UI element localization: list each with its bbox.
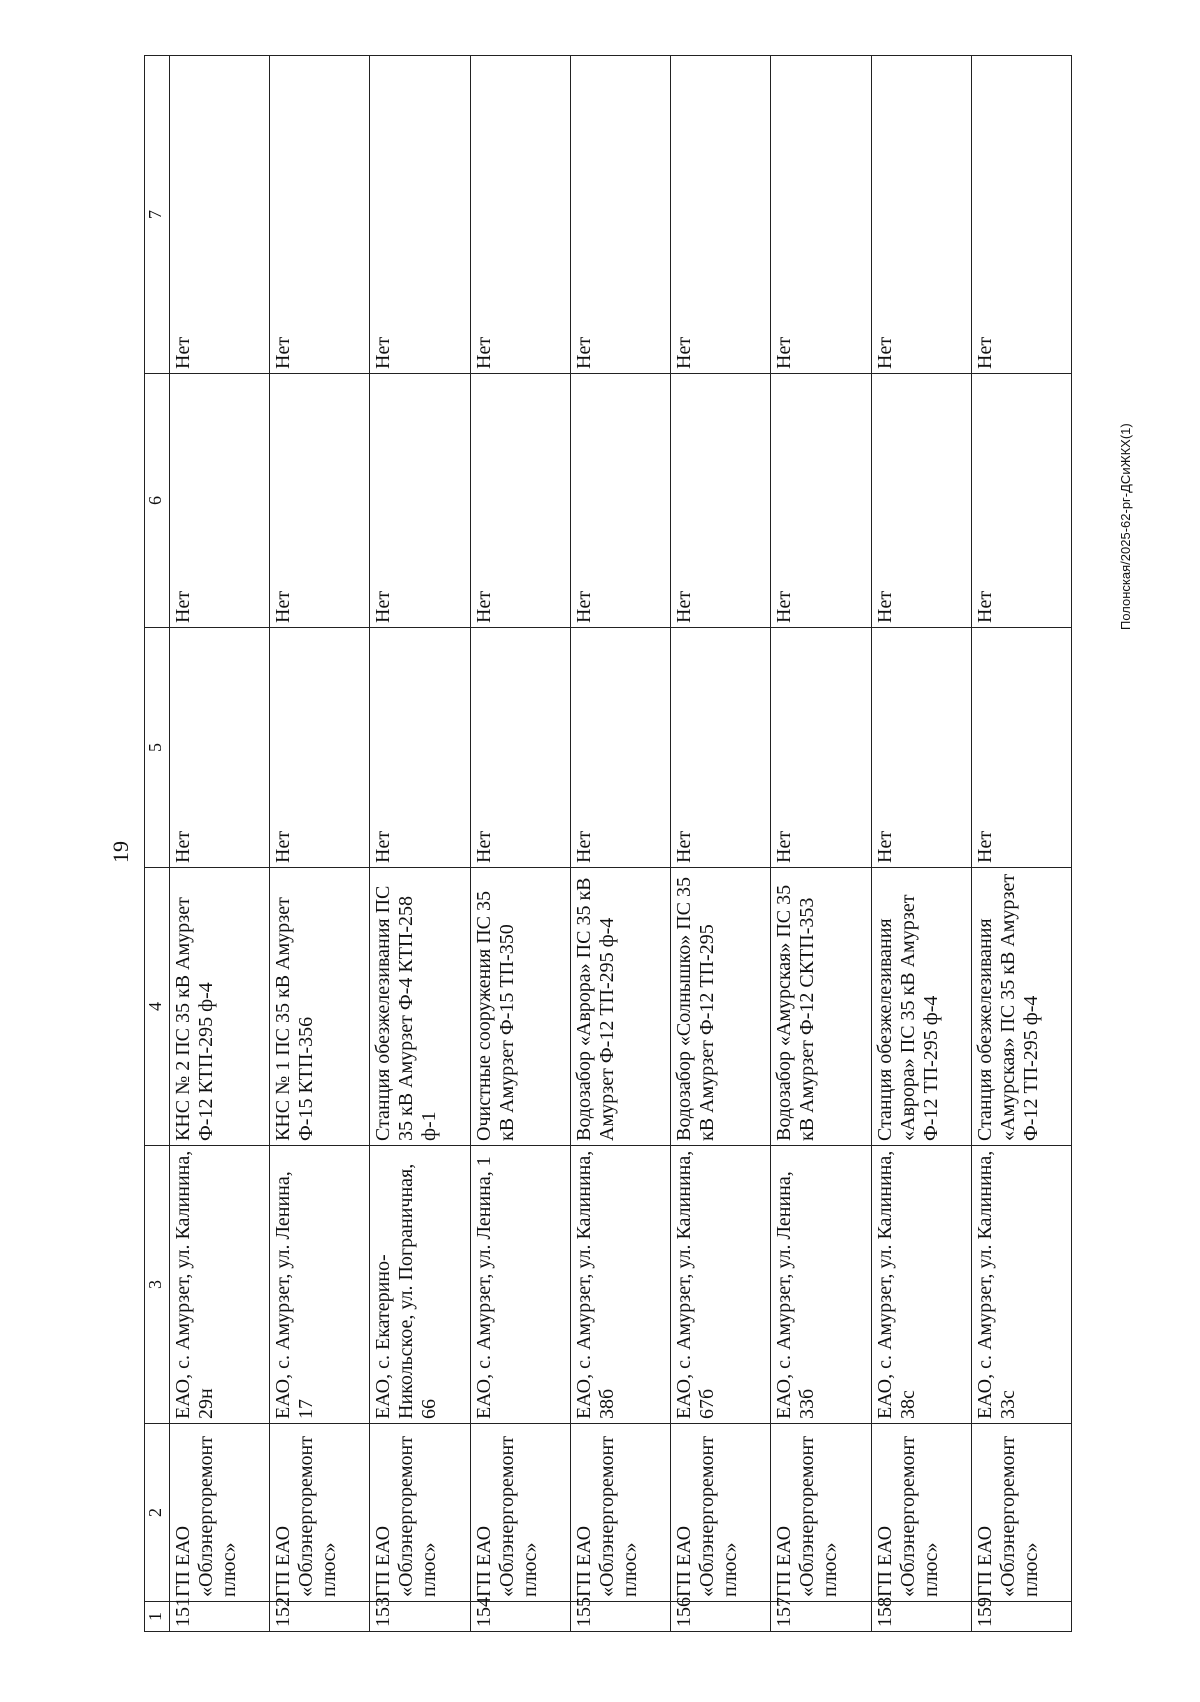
row-number: 151 bbox=[170, 1602, 270, 1632]
table-row bbox=[470, 56, 570, 1632]
object-cell: Водозабор «Солнышко» ПС 35 кВ Амурзет Ф-12 ТП-295 bbox=[671, 868, 771, 1146]
organization-cell: ГП ЕАО «Облэнергоремонт плюс» bbox=[570, 1424, 670, 1602]
table-row bbox=[771, 56, 871, 1632]
column-header: 5 bbox=[145, 628, 170, 868]
column-7-cell: Нет bbox=[671, 56, 771, 374]
column-6-cell: Нет bbox=[170, 374, 270, 628]
column-7-cell: Нет bbox=[771, 56, 871, 374]
table-row bbox=[871, 56, 971, 1632]
table-row bbox=[971, 56, 1071, 1632]
table-row bbox=[270, 56, 370, 1632]
column-5-cell: Нет bbox=[771, 628, 871, 868]
row-number: 159 bbox=[971, 1602, 1071, 1632]
address-cell: ЕАО, с. Амурзет, ул. Калинина, 33с bbox=[971, 1146, 1071, 1424]
address-cell: ЕАО, с. Екатерино-Никольское, ул. Пограничная, 66 bbox=[370, 1146, 470, 1424]
column-6-cell: Нет bbox=[570, 374, 670, 628]
column-5-cell: Нет bbox=[570, 628, 670, 868]
table-row bbox=[671, 56, 771, 1632]
address-cell: ЕАО, с. Амурзет, ул. Калинина, 38б bbox=[570, 1146, 670, 1424]
object-cell: Станция обезжелезивания «Амурская» ПС 35 кВ Амурзет Ф-12 ТП-295 ф-4 bbox=[971, 868, 1071, 1146]
column-5-cell: Нет bbox=[971, 628, 1071, 868]
row-number: 153 bbox=[370, 1602, 470, 1632]
address-cell: ЕАО, с. Амурзет, ул. Ленина, 1 bbox=[470, 1146, 570, 1424]
object-cell: Станция обезжелезивания ПС 35 кВ Амурзет Ф-4 КТП-258 ф-1 bbox=[370, 868, 470, 1146]
data-table bbox=[144, 55, 1072, 1632]
organization-cell: ГП ЕАО «Облэнергоремонт плюс» bbox=[170, 1424, 270, 1602]
column-header: 3 bbox=[145, 1146, 170, 1424]
table-row bbox=[370, 56, 470, 1632]
column-6-cell: Нет bbox=[771, 374, 871, 628]
column-5-cell: Нет bbox=[170, 628, 270, 868]
row-number: 158 bbox=[871, 1602, 971, 1632]
column-7-cell: Нет bbox=[370, 56, 470, 374]
organization-cell: ГП ЕАО «Облэнергоремонт плюс» bbox=[971, 1424, 1071, 1602]
organization-cell: ГП ЕАО «Облэнергоремонт плюс» bbox=[871, 1424, 971, 1602]
column-7-cell: Нет bbox=[871, 56, 971, 374]
column-5-cell: Нет bbox=[370, 628, 470, 868]
organization-cell: ГП ЕАО «Облэнергоремонт плюс» bbox=[771, 1424, 871, 1602]
column-6-cell: Нет bbox=[671, 374, 771, 628]
column-7-cell: Нет bbox=[570, 56, 670, 374]
table-row bbox=[170, 56, 270, 1632]
column-5-cell: Нет bbox=[671, 628, 771, 868]
document-code: Полонская/2025-62-рг-ДСиЖКХ(1) bbox=[1118, 423, 1133, 630]
column-7-cell: Нет bbox=[170, 56, 270, 374]
address-cell: ЕАО, с. Амурзет, ул. Ленина, 33б bbox=[771, 1146, 871, 1424]
column-7-cell: Нет bbox=[470, 56, 570, 374]
column-5-cell: Нет bbox=[871, 628, 971, 868]
organization-cell: ГП ЕАО «Облэнергоремонт плюс» bbox=[270, 1424, 370, 1602]
column-6-cell: Нет bbox=[470, 374, 570, 628]
row-number: 154 bbox=[470, 1602, 570, 1632]
row-number: 156 bbox=[671, 1602, 771, 1632]
address-cell: ЕАО, с. Амурзет, ул. Калинина, 29н bbox=[170, 1146, 270, 1424]
row-number: 152 bbox=[270, 1602, 370, 1632]
organization-cell: ГП ЕАО «Облэнергоремонт плюс» bbox=[671, 1424, 771, 1602]
column-5-cell: Нет bbox=[470, 628, 570, 868]
column-6-cell: Нет bbox=[270, 374, 370, 628]
table-header-row bbox=[145, 56, 170, 1632]
column-header: 4 bbox=[145, 868, 170, 1146]
row-number: 157 bbox=[771, 1602, 871, 1632]
column-header: 2 bbox=[145, 1424, 170, 1602]
column-header: 7 bbox=[145, 56, 170, 374]
table-row bbox=[570, 56, 670, 1632]
object-cell: Станция обезжелезивания «Аврора» ПС 35 кВ Амурзет Ф-12 ТП-295 ф-4 bbox=[871, 868, 971, 1146]
address-cell: ЕАО, с. Амурзет, ул. Калинина, 38с bbox=[871, 1146, 971, 1424]
column-6-cell: Нет bbox=[370, 374, 470, 628]
column-header: 1 bbox=[145, 1602, 170, 1632]
column-6-cell: Нет bbox=[871, 374, 971, 628]
column-7-cell: Нет bbox=[270, 56, 370, 374]
document-table-container bbox=[144, 56, 1072, 1632]
column-header: 6 bbox=[145, 374, 170, 628]
object-cell: Водозабор «Аврора» ПС 35 кВ Амурзет Ф-12 ТП-295 ф-4 bbox=[570, 868, 670, 1146]
organization-cell: ГП ЕАО «Облэнергоремонт плюс» bbox=[370, 1424, 470, 1602]
organization-cell: ГП ЕАО «Облэнергоремонт плюс» bbox=[470, 1424, 570, 1602]
page-number: 19 bbox=[108, 841, 133, 863]
row-number: 155 bbox=[570, 1602, 670, 1632]
column-7-cell: Нет bbox=[971, 56, 1071, 374]
object-cell: Водозабор «Амурская» ПС 35 кВ Амурзет Ф-12 СКТП-353 bbox=[771, 868, 871, 1146]
object-cell: КНС № 1 ПС 35 кВ Амурзет Ф-15 КТП-356 bbox=[270, 868, 370, 1146]
address-cell: ЕАО, с. Амурзет, ул. Калинина, 67б bbox=[671, 1146, 771, 1424]
object-cell: Очистные сооружения ПС 35 кВ Амурзет Ф-15 ТП-350 bbox=[470, 868, 570, 1146]
address-cell: ЕАО, с. Амурзет, ул. Ленина, 17 bbox=[270, 1146, 370, 1424]
column-5-cell: Нет bbox=[270, 628, 370, 868]
column-6-cell: Нет bbox=[971, 374, 1071, 628]
object-cell: КНС № 2 ПС 35 кВ Амурзет Ф-12 КТП-295 ф-4 bbox=[170, 868, 270, 1146]
